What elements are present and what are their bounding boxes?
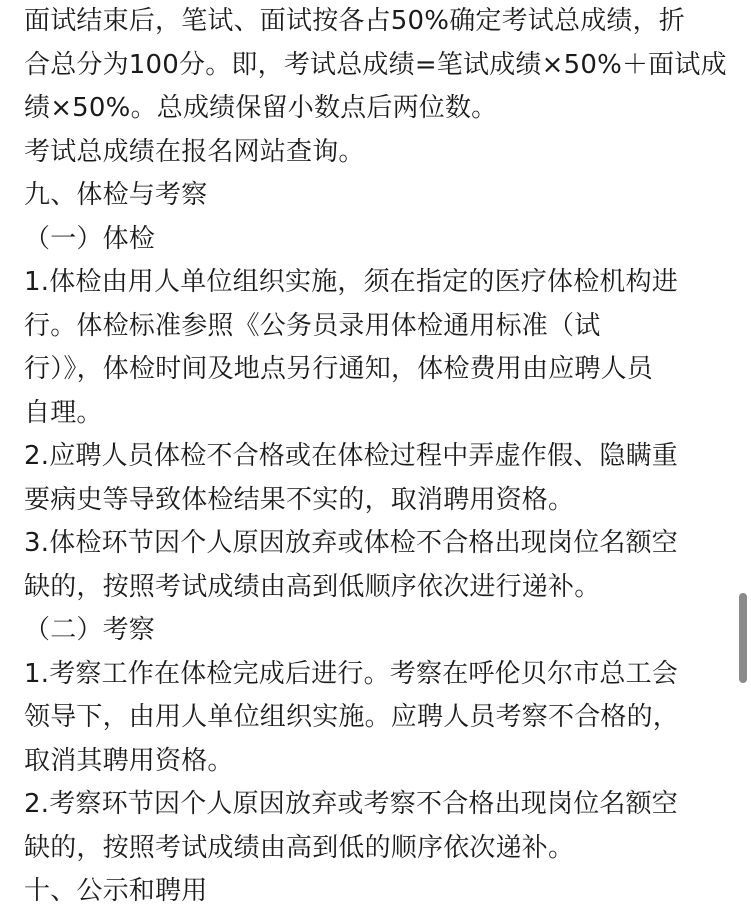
text-line: 考试总成绩在报名网站查询。 bbox=[24, 136, 365, 167]
text-line: 面试结束后，笔试、面试按各占50%确定考试总成绩，折 bbox=[24, 6, 685, 36]
text-line: 取消其聘用资格。 bbox=[24, 745, 234, 776]
subsection-heading: （二）考察 bbox=[24, 615, 156, 645]
text-line: 合总分为100分。即，考试总成绩=笔试成绩×50%＋面试成 bbox=[24, 49, 727, 80]
section-heading: 九、体检与考察 bbox=[24, 180, 208, 210]
text-line: 2.应聘人员体检不合格或在体检过程中弄虚作假、隐瞒重 bbox=[24, 441, 679, 471]
scrollbar[interactable] bbox=[735, 0, 751, 887]
section-heading: 十、公示和聘用 bbox=[24, 876, 208, 906]
text-line: 绩×50%。总成绩保留小数点后两位数。 bbox=[24, 93, 498, 123]
scrollbar-thumb[interactable] bbox=[739, 593, 747, 683]
subsection-heading: （一）体检 bbox=[24, 223, 156, 254]
text-line: 行）》，体检时间及地点另行通知，体检费用由应聘人员 bbox=[24, 354, 654, 384]
text-line: 1.体检由用人单位组织实施，须在指定的医疗体检机构进 bbox=[24, 267, 679, 297]
text-line: 领导下，由用人单位组织实施。应聘人员考察不合格的， bbox=[24, 702, 680, 732]
text-line: 2.考察环节因个人原因放弃或考察不合格出现岗位名额空 bbox=[24, 789, 679, 819]
text-line: 缺的，按照考试成绩由高到低的顺序依次递补。 bbox=[24, 832, 575, 863]
text-line: 3.体检环节因个人原因放弃或体检不合格出现岗位名额空 bbox=[24, 528, 679, 558]
document-body bbox=[24, 0, 727, 914]
text-line: 要病史等导致体检结果不实的，取消聘用资格。 bbox=[24, 484, 575, 515]
text-line: 缺的，按照考试成绩由高到低顺序依次进行递补。 bbox=[24, 571, 601, 602]
text-line: 自理。 bbox=[24, 397, 103, 428]
text-line: 行。体检标准参照《公务员录用体检通用标准（试 bbox=[24, 310, 601, 341]
text-line: 1.考察工作在体检完成后进行。考察在呼伦贝尔市总工会 bbox=[24, 658, 679, 689]
